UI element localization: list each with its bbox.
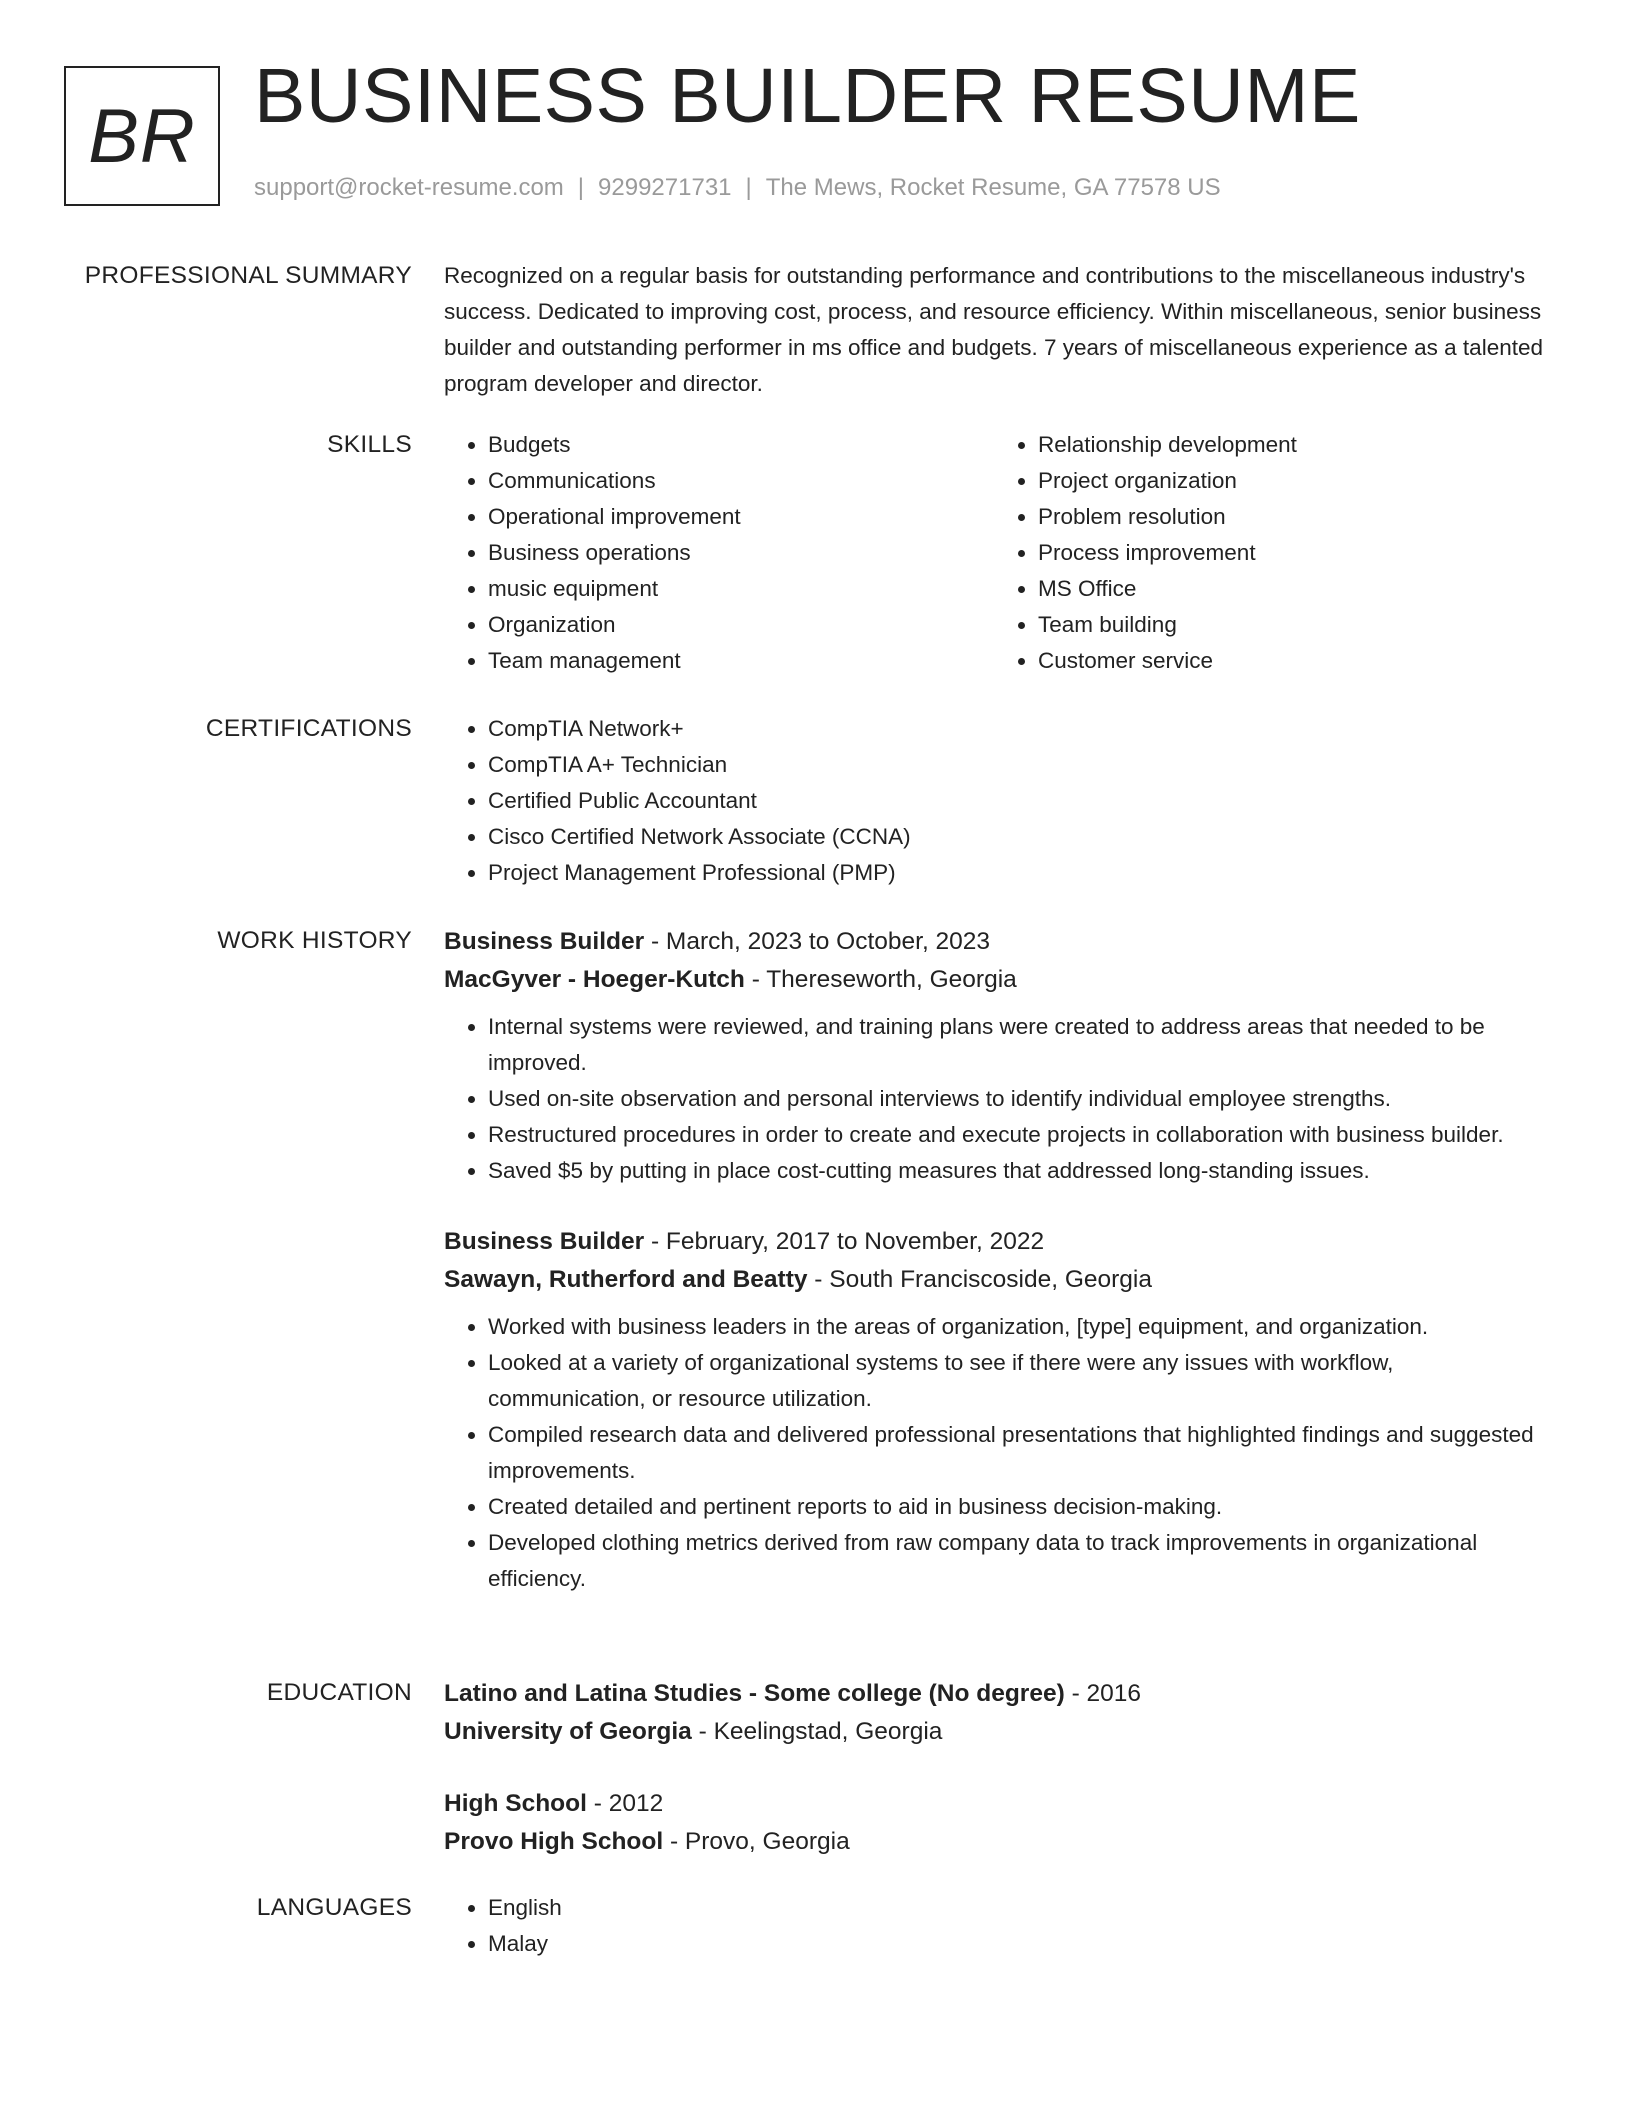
list-item: • English xyxy=(488,1890,1544,1926)
job-bullets xyxy=(444,1009,1544,1189)
education-section xyxy=(0,1675,1632,1890)
resume-title: BUSINESS BUILDER RESUME xyxy=(254,53,1361,139)
contact-separator: | xyxy=(577,174,585,201)
languages-section xyxy=(0,1890,1632,1962)
list-item: • Business operations xyxy=(488,535,994,571)
list-item: • Saved $5 by putting in place cost-cutting measures that addressed long-standing issues. xyxy=(488,1153,1544,1189)
education-location: - Provo, Georgia xyxy=(663,1828,850,1855)
list-item: • Compiled research data and delivered professional presentations that highlighted findings and suggested improvements. xyxy=(488,1417,1544,1489)
list-item: • Project organization xyxy=(1038,463,1544,499)
list-item: • Operational improvement xyxy=(488,499,994,535)
education-school: Provo High School xyxy=(444,1828,664,1855)
job-entry xyxy=(444,923,1544,1189)
section-label: PROFESSIONAL SUMMARY xyxy=(84,262,412,289)
job-dates: - March, 2023 to October, 2023 xyxy=(644,928,991,955)
list-item: • Malay xyxy=(488,1926,1544,1962)
section-body xyxy=(444,427,1544,711)
job-company: Sawayn, Rutherford and Beatty xyxy=(444,1266,808,1293)
section-label: EDUCATION xyxy=(266,1679,412,1706)
section-label: LANGUAGES xyxy=(256,1894,412,1921)
job-company-line xyxy=(444,961,1544,999)
list-item: • Team building xyxy=(1038,607,1544,643)
education-school-line xyxy=(444,1713,1544,1751)
job-dates: - February, 2017 to November, 2022 xyxy=(644,1228,1045,1255)
education-degree: High School xyxy=(444,1790,587,1817)
skills-list-col2 xyxy=(994,427,1544,711)
job-title-line xyxy=(444,1223,1544,1261)
section-body xyxy=(444,1675,1544,1890)
list-item: • Team management xyxy=(488,643,994,679)
certifications-section xyxy=(0,711,1632,923)
education-school: University of Georgia xyxy=(444,1718,692,1745)
list-item: • Relationship development xyxy=(1038,427,1544,463)
list-item: • Communications xyxy=(488,463,994,499)
resume-body xyxy=(0,258,1632,1962)
job-title-line xyxy=(444,923,1544,961)
education-degree: Latino and Latina Studies - Some college (No degree) xyxy=(444,1680,1065,1707)
list-item: • MS Office xyxy=(1038,571,1544,607)
work-history-section xyxy=(0,923,1632,1675)
list-item: • Developed clothing metrics derived from raw company data to track improvements in organizational efficiency. xyxy=(488,1525,1544,1597)
list-item: • Certified Public Accountant xyxy=(488,783,1544,819)
list-item: • Cisco Certified Network Associate (CCNA) xyxy=(488,819,1544,855)
section-label: SKILLS xyxy=(327,431,412,458)
list-item: • Created detailed and pertinent reports to aid in business decision-making. xyxy=(488,1489,1544,1525)
list-item: • music equipment xyxy=(488,571,994,607)
job-entry xyxy=(444,1223,1544,1597)
list-item: • CompTIA Network+ xyxy=(488,711,1544,747)
contact-phone: 9299271731 xyxy=(598,174,732,201)
job-location: - South Franciscoside, Georgia xyxy=(807,1266,1153,1293)
list-item: • CompTIA A+ Technician xyxy=(488,747,1544,783)
list-item: • Used on-site observation and personal interviews to identify individual employee strengths. xyxy=(488,1081,1544,1117)
education-year: - 2016 xyxy=(1064,1680,1142,1707)
contact-separator: | xyxy=(745,174,752,201)
education-year: - 2012 xyxy=(586,1790,664,1817)
job-company-line xyxy=(444,1261,1544,1299)
education-degree-line xyxy=(444,1785,1544,1823)
job-company: MacGyver - Hoeger-Kutch xyxy=(444,966,745,993)
list-item: • Problem resolution xyxy=(1038,499,1544,535)
education-degree-line xyxy=(444,1675,1544,1713)
monogram-logo: BR xyxy=(64,66,220,206)
contact-line xyxy=(254,174,1221,202)
contact-email[interactable]: support@rocket-resume.com xyxy=(254,174,564,201)
section-body xyxy=(444,1890,1544,1962)
contact-address: The Mews, Rocket Resume, GA 77578 US xyxy=(765,174,1221,201)
job-title: Business Builder xyxy=(444,1228,645,1255)
education-entry xyxy=(444,1675,1544,1751)
section-body xyxy=(444,711,1544,923)
list-item: • Restructured procedures in order to create and execute projects in collaboration with business builder. xyxy=(488,1117,1544,1153)
job-location: - Thereseworth, Georgia xyxy=(744,966,1017,993)
job-bullets xyxy=(444,1309,1544,1597)
section-body xyxy=(444,258,1544,427)
list-item: • Organization xyxy=(488,607,994,643)
section-label: CERTIFICATIONS xyxy=(205,715,412,742)
section-body xyxy=(444,923,1544,1675)
summary-text: Recognized on a regular basis for outstanding performance and contributions to the miscellaneous industry's success. Dedicated to improving cost, process, and resource efficiency. Within miscellaneous, senior business builder and outstanding performer in ms office and budgets. 7 years of miscellaneous experience as a talented program developer and director. xyxy=(444,263,1543,396)
list-item: • Budgets xyxy=(488,427,994,463)
list-item: • Customer service xyxy=(1038,643,1544,679)
summary-section xyxy=(0,258,1632,427)
skills-section xyxy=(0,427,1632,711)
job-title: Business Builder xyxy=(444,928,645,955)
list-item: • Looked at a variety of organizational systems to see if there were any issues with workflow, communication, or resource utilization. xyxy=(488,1345,1544,1417)
education-location: - Keelingstad, Georgia xyxy=(691,1718,943,1745)
skills-list-col1 xyxy=(444,427,994,711)
certifications-list xyxy=(444,711,1544,891)
list-item: • Process improvement xyxy=(1038,535,1544,571)
list-item: • Worked with business leaders in the areas of organization, [type] equipment, and organization. xyxy=(488,1309,1544,1345)
section-label: WORK HISTORY xyxy=(217,927,412,954)
list-item: • Internal systems were reviewed, and training plans were created to address areas that needed to be improved. xyxy=(488,1009,1544,1081)
education-school-line xyxy=(444,1823,1544,1861)
education-entry xyxy=(444,1785,1544,1861)
list-item: • Project Management Professional (PMP) xyxy=(488,855,1544,891)
languages-list xyxy=(444,1890,1544,1962)
